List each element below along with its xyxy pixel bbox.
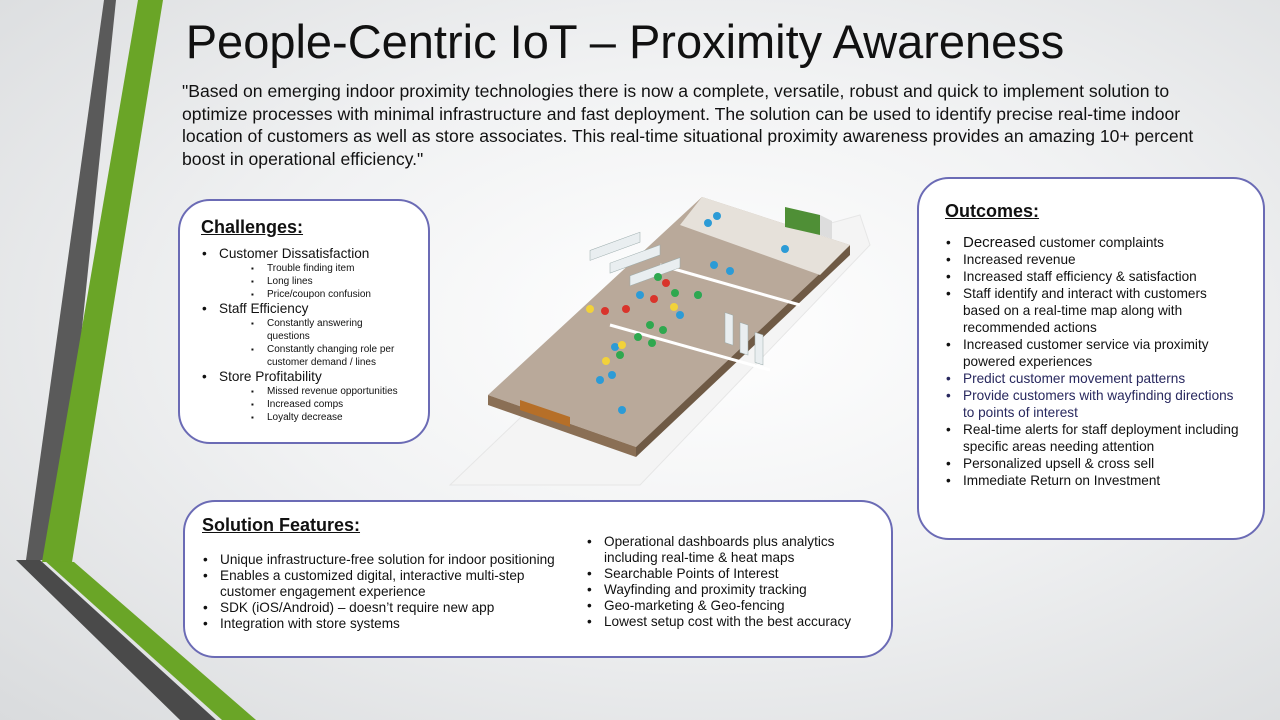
challenges-box [178,199,430,444]
solution-feature: • Lowest setup cost with the best accuracy [586,614,876,630]
challenge-label: Customer Dissatisfaction [219,246,370,261]
challenge-item [201,301,428,369]
outcome-item: • Increased customer service via proximity powered experiences [945,336,1263,370]
challenge-item [201,246,428,301]
outcome-first-rest: customer complaints [1035,235,1164,250]
challenge-subitem: ▪ Missed revenue opportunities [251,385,428,398]
outcome-item: • Increased staff efficiency & satisfaction [945,268,1263,285]
challenge-subitem: ▪ Trouble finding item [251,262,428,275]
store-floor-map-illustration [440,185,880,495]
solution-feature: • SDK (iOS/Android) – doesn’t require new app [202,600,572,616]
outcome-item: • Staff identify and interact with customers based on a real-time map along with recommended actions [945,285,1263,336]
outcome-item: • Increased revenue [945,251,1263,268]
outcomes-box [917,177,1265,540]
outcomes-heading: Outcomes: [945,201,1040,221]
solution-feature: • Unique infrastructure-free solution for indoor positioning [202,552,572,568]
solution-heading: Solution Features: [202,515,361,535]
outcome-item: • Immediate Return on Investment [945,472,1263,489]
outcome-item [945,234,1263,251]
challenge-label: Staff Efficiency [219,301,309,316]
outcome-item: • Real-time alerts for staff deployment including specific areas needing attention [945,421,1263,455]
challenge-label: Store Profitability [219,369,322,384]
challenge-subitem: ▪ Long lines [251,275,428,288]
challenge-subitem: ▪ Price/coupon confusion [251,288,428,301]
solution-features-box [183,500,893,658]
page-title: People-Centric IoT – Proximity Awareness [185,15,1065,68]
challenge-subitem: ▪ Increased comps [251,398,428,411]
challenge-subitem: ▪ Loyalty decrease [251,411,428,424]
solution-feature: • Integration with store systems [202,616,572,632]
solution-feature: • Operational dashboards plus analytics including real-time & heat maps [586,534,876,566]
challenge-subitem: ▪ Constantly changing role per customer demand / lines [251,343,401,369]
challenge-item [201,369,428,424]
challenge-subitem: ▪ Constantly answering questions [251,317,401,343]
solution-feature: • Enables a customized digital, interactive multi-step customer engagement experience [202,568,572,600]
solution-feature: • Geo-marketing & Geo-fencing [586,598,876,614]
outcome-first-word: Decreased [963,234,1036,251]
intro-quote: "Based on emerging indoor proximity technologies there is now a complete, versatile, robust and quick to implement solution to optimize processes with minimal infrastructure and fast deployment. The solution can be used to identify precise real-time indoor location of customers as well as store associates. This real-time situational proximity awareness provides an amazing 10+ percent boost in operational efficiency." [182,81,1194,169]
solution-feature: • Searchable Points of Interest [586,566,876,582]
outcome-item: • Predict customer movement patterns [945,370,1263,387]
solution-feature: • Wayfinding and proximity tracking [586,582,876,598]
outcome-item: • Personalized upsell & cross sell [945,455,1263,472]
outcome-item: • Provide customers with wayfinding directions to points of interest [945,387,1263,421]
challenges-heading: Challenges: [201,217,304,237]
